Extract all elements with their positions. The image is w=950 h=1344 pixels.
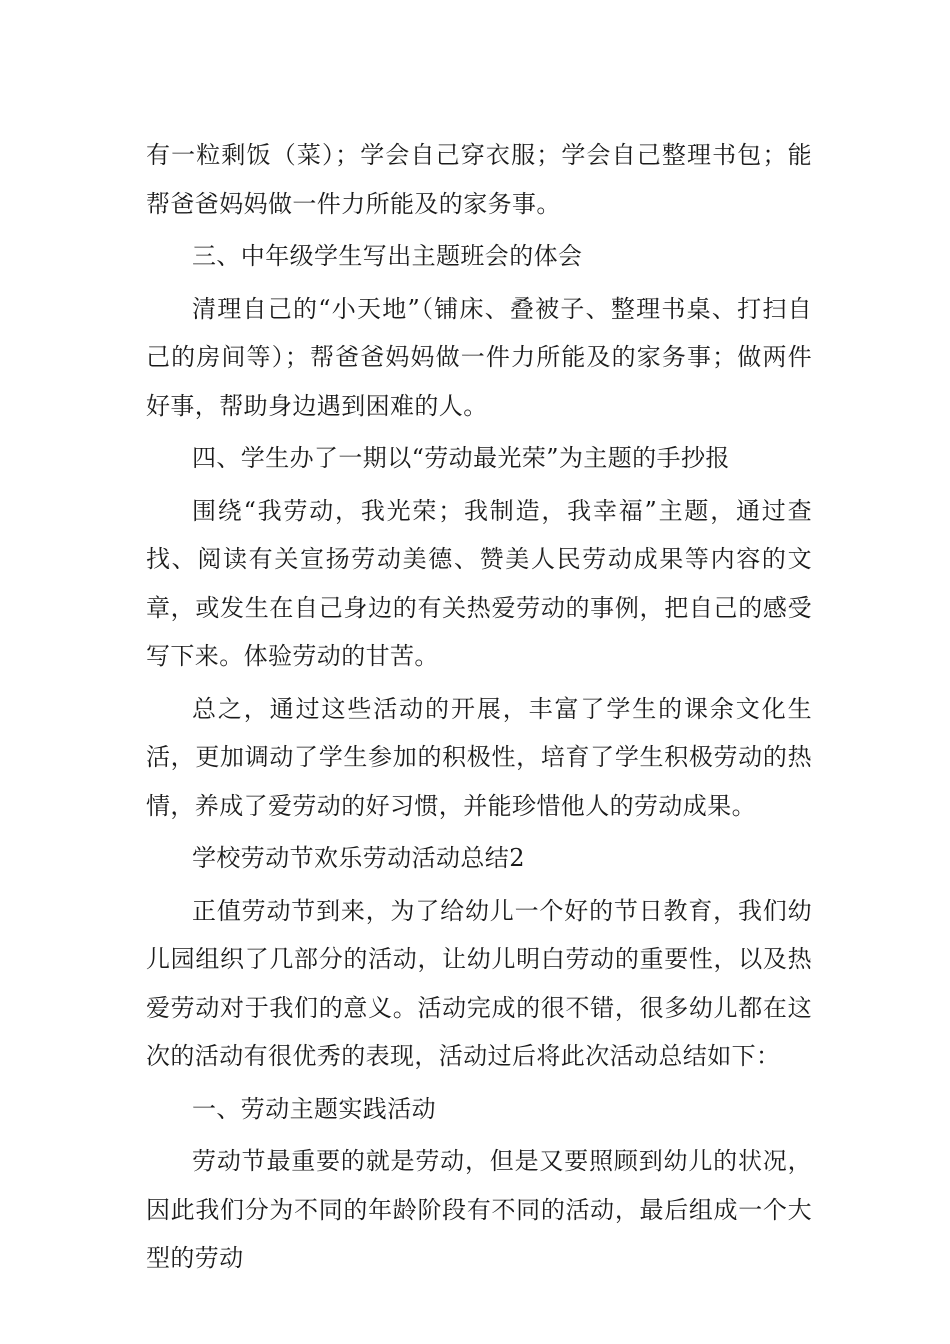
paragraph-continuation: 有一粒剩饭（菜）；学会自己穿衣服；学会自己整理书包；能帮爸爸妈妈做一件力所能及的家务事。 xyxy=(146,141,812,218)
section-heading-3: 三、中年级学生写出主题班会的体会 xyxy=(192,242,583,270)
section-heading-1: 一、劳动主题实践活动 xyxy=(192,1094,436,1123)
document-body xyxy=(146,131,812,1283)
article-title-2: 学校劳动节欢乐劳动活动总结2 xyxy=(192,844,525,872)
paragraph-labor-practice: 劳动节最重要的就是劳动，但是又要照顾到幼儿的状况，因此我们分为不同的年龄阶段有不同的活动，最后组成一个大型的劳动 xyxy=(146,1147,812,1272)
paragraph-handwritten-newspaper: 围绕“我劳动，我光荣；我制造，我幸福”主题，通过查找、阅读有关宣扬劳动美德、赞美人民劳动成果等内容的文章，或发生在自己身边的有关热爱劳动的事例，把自己的感受写下来。体验劳动的甘苦。 xyxy=(146,496,812,670)
section-heading-4: 四、学生办了一期以“劳动最光荣”为主题的手抄报 xyxy=(192,444,730,472)
paragraph-tidy-room: 清理自己的“小天地”（铺床、叠被子、整理书桌、打扫自己的房间等）；帮爸爸妈妈做一件力所能及的家务事；做两件好事，帮助身边遇到困难的人。 xyxy=(146,294,812,420)
paragraph-kindergarten-intro: 正值劳动节到来，为了给幼儿一个好的节日教育，我们幼儿园组织了几部分的活动，让幼儿明白劳动的重要性，以及热爱劳动对于我们的意义。活动完成的很不错，很多幼儿都在这次的活动有很优秀的表现，活动过后将此次活动总结如下： xyxy=(146,896,812,1070)
paragraph-conclusion: 总之，通过这些活动的开展，丰富了学生的课余文化生活，更加调动了学生参加的积极性，培育了学生积极劳动的热情，养成了爱劳动的好习惯，并能珍惜他人的劳动成果。 xyxy=(146,694,812,820)
